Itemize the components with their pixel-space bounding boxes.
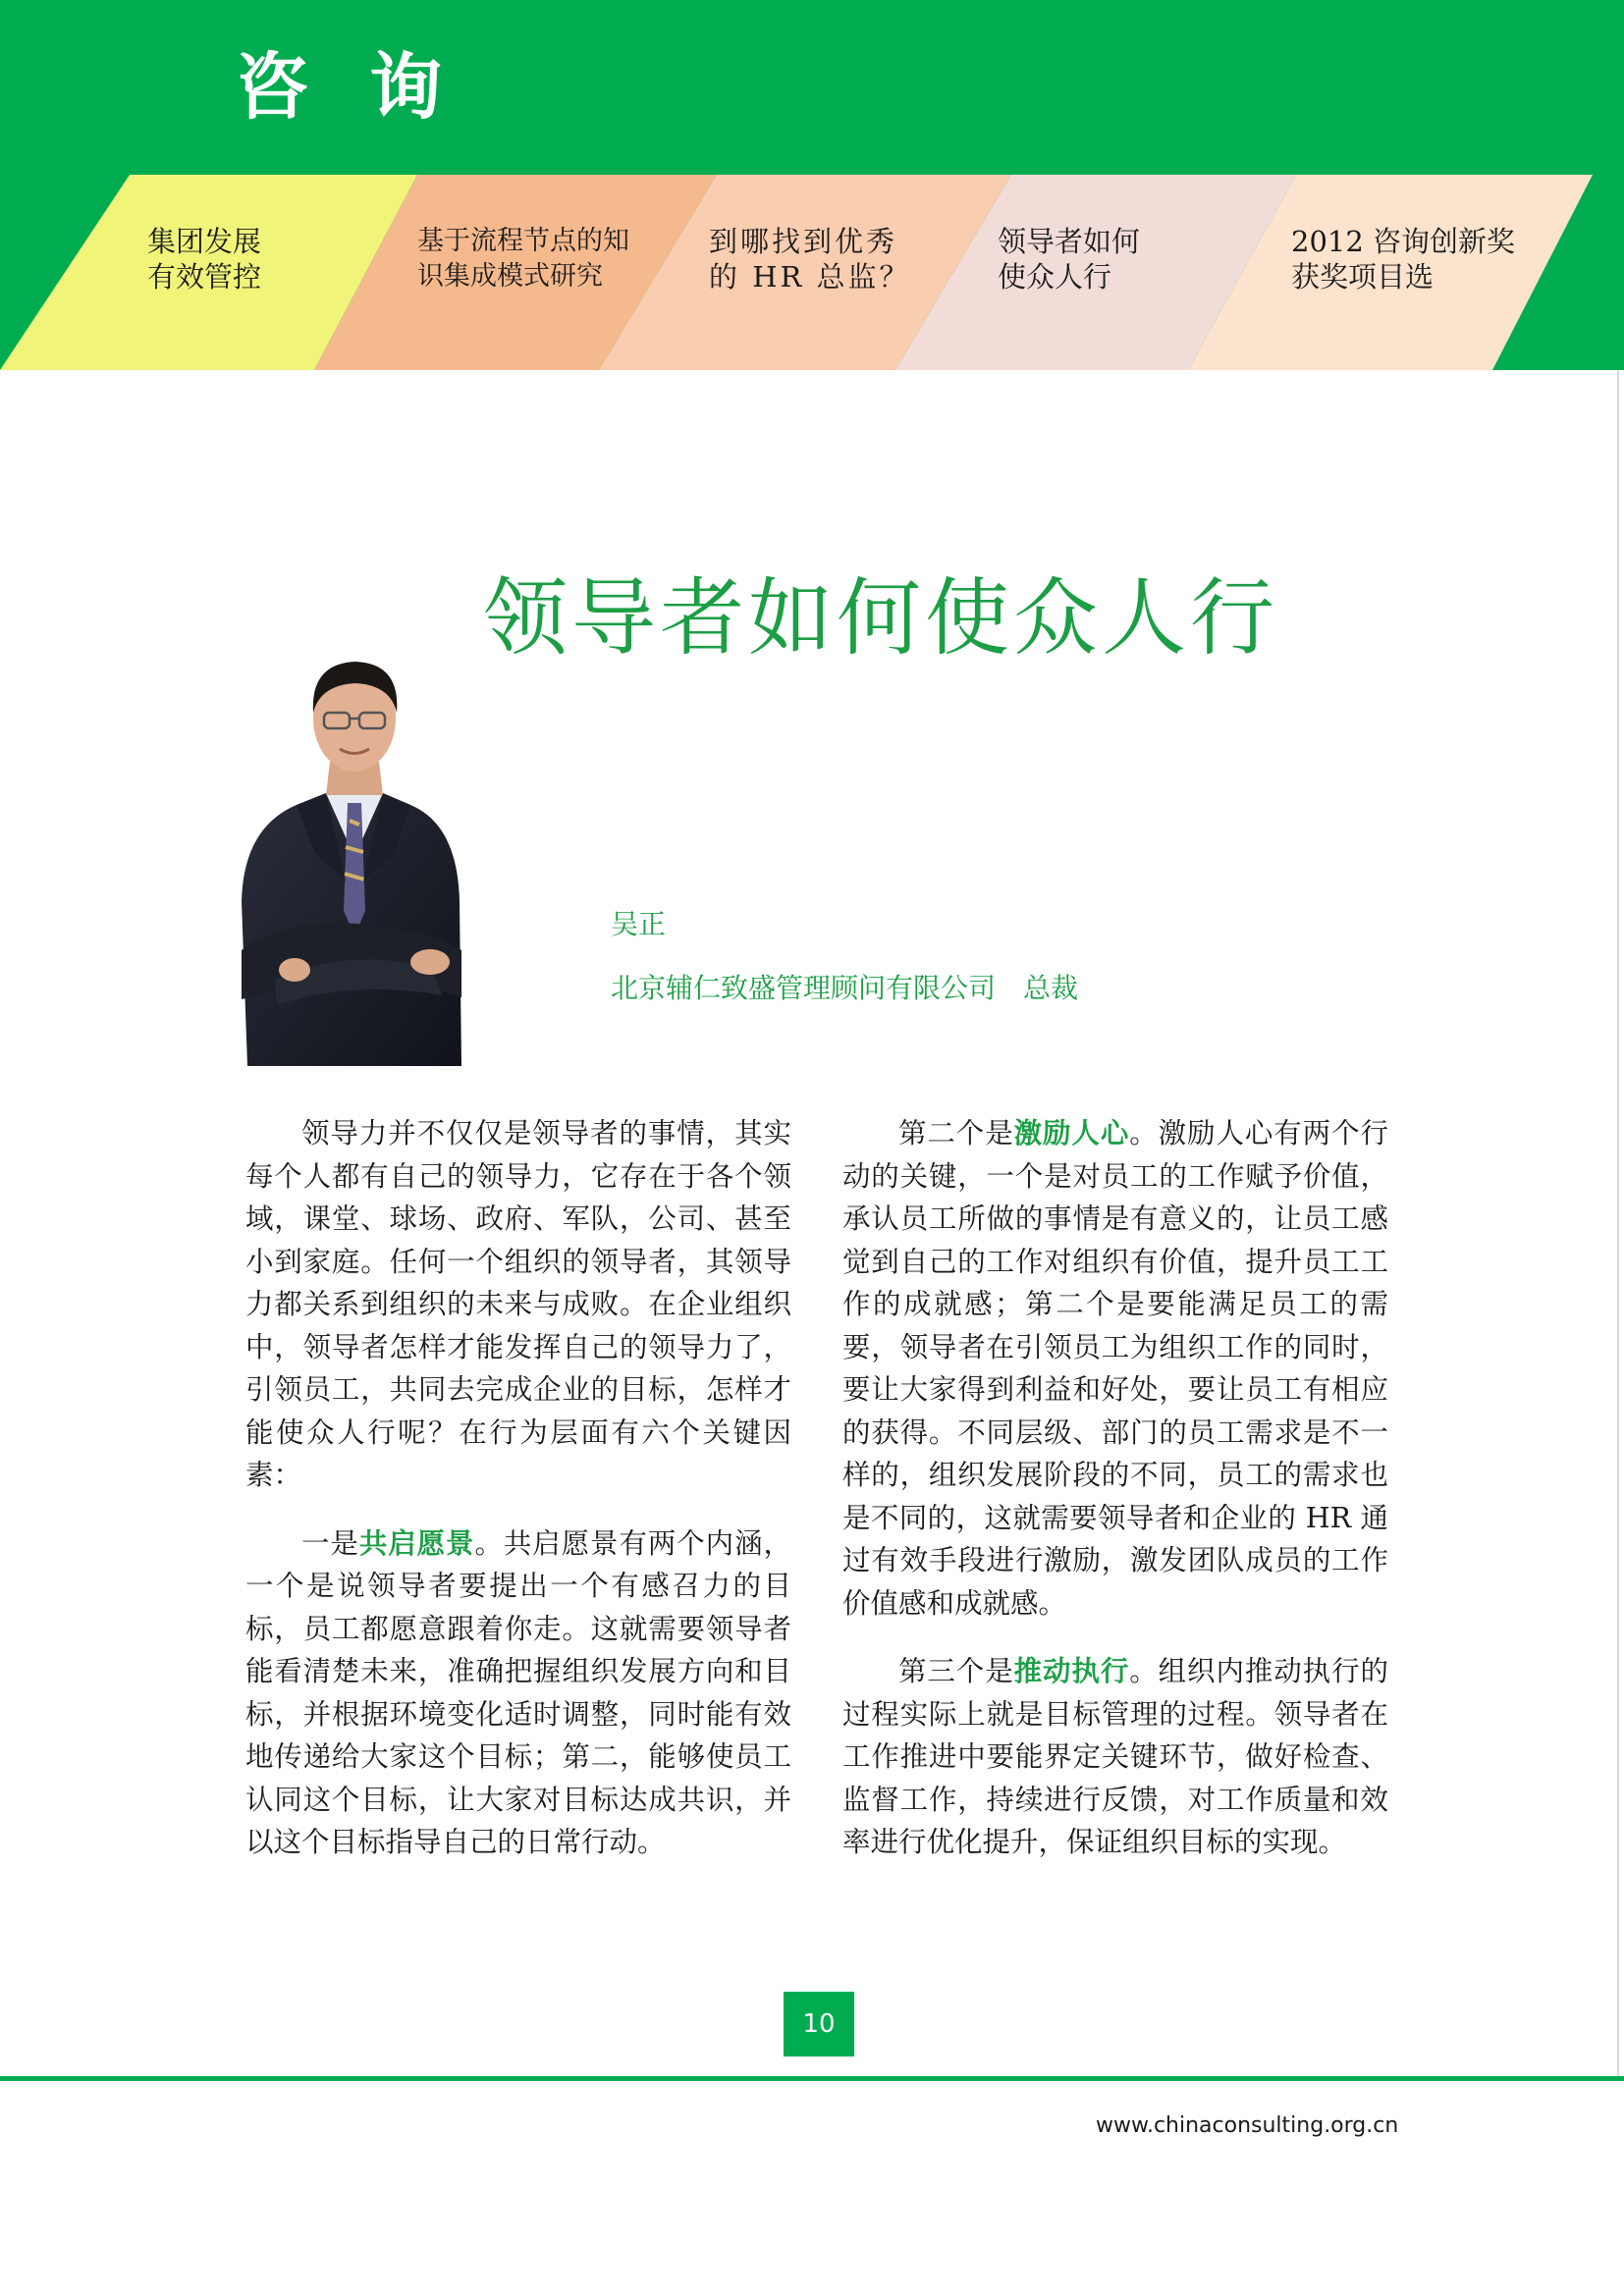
- author-portrait: [236, 656, 463, 1066]
- paragraph: [842, 1112, 1388, 1625]
- tab-1[interactable]: [147, 224, 261, 294]
- tab-4-line2: 使众人行: [998, 260, 1112, 294]
- tab-2-line2: 识集成模式研究: [417, 261, 603, 292]
- paragraph-lead: 第三个是: [898, 1655, 1014, 1687]
- paragraph: [245, 1112, 791, 1497]
- tab-5[interactable]: [1291, 224, 1515, 294]
- paragraph-text: 。组织内推动执行的过程实际上就是目标管理的过程。领导者在工作推进中要能界定关键环节，做好检查、监督工作，持续进行反馈，对工作质量和效率进行优化提升，保证组织目标的实现。: [842, 1655, 1388, 1858]
- tab-3-line1: 到哪找到优秀: [709, 225, 898, 258]
- page-number: 10: [784, 1992, 854, 2056]
- left-column: [245, 1112, 791, 1890]
- footer-rule: [0, 2076, 1624, 2081]
- paragraph-text: 。共启愿景有两个内涵，一个是说领导者要提出一个有感召力的目标，员工都愿意跟着你走。这就需要领导者能看清楚未来，准确把握组织发展方向和目标，并根据环境变化适时调整，同时能有效地传递给大家这个目标；第二，能够使员工认同这个目标，让大家对目标达成共识，并以这个目标指导自己的日常行动。: [245, 1526, 791, 1858]
- tab-2[interactable]: [417, 224, 629, 294]
- tab-1-line1: 集团发展: [147, 225, 262, 258]
- author-name: 吴正: [611, 908, 667, 940]
- tab-3-line2: 的 HR 总监？: [709, 260, 911, 294]
- paragraph-text: 。激励人心有两个行动的关键，一个是对员工的工作赋予价值，承认员工所做的事情是有意义的，让员工感觉到自己的工作对组织有价值，提升员工工作的成就感；第二个是要能满足员工的需要，领导者在引领员工为组织工作的同时，要让大家得到利益和好处，要让员工有相应的获得。不同层级、部门的员工需求是不一样的，组织发展阶段的不同，员工的需求也是不同的，这就需要领导者和企业的 HR 通过有效手段进行激励，激发团队成员的工作价值感和成就感。: [842, 1117, 1388, 1620]
- topic-tabs: [0, 175, 1624, 370]
- right-column: [842, 1112, 1388, 1890]
- key-factor-highlight: 共启愿景: [358, 1525, 475, 1560]
- key-factor-highlight: 推动执行: [1013, 1654, 1130, 1687]
- tab-2-line1: 基于流程节点的知: [417, 226, 629, 256]
- tab-3[interactable]: [709, 224, 911, 294]
- paragraph-lead: 一是: [301, 1526, 359, 1560]
- paragraph-text: 领导力并不仅仅是领导者的事情，其实每个人都有自己的领导力，它存在于各个领域，课堂、球场、政府、军队，公司、甚至小到家庭。任何一个组织的领导者，其领导力都关系到组织的未来与成败。在企业组织中，领导者怎样才能发挥自己的领导力了，引领员工，共同去完成企业的目标，怎样才能使众人行呢？在行为层面有六个关键因素：: [245, 1117, 791, 1491]
- section-title: 咨询: [236, 45, 503, 130]
- article-title: 领导者如何使众人行: [483, 569, 1278, 667]
- key-factor-highlight: 激励人心: [1013, 1116, 1130, 1149]
- paragraph: [245, 1522, 791, 1864]
- paragraph-lead: 第二个是: [898, 1117, 1014, 1149]
- tab-5-line2: 获奖项目选: [1291, 260, 1435, 294]
- header-band: [0, 0, 1624, 370]
- tab-1-line2: 有效管控: [147, 260, 262, 294]
- tab-4-line1: 领导者如何: [998, 225, 1141, 258]
- footer-url-link[interactable]: www.chinaconsulting.org.cn: [1096, 2113, 1399, 2138]
- author-organization: 北京辅仁致盛管理顾问有限公司 总裁: [611, 972, 1079, 1004]
- tab-5-line1: 2012 咨询创新奖: [1291, 225, 1516, 258]
- tab-4[interactable]: [998, 224, 1140, 294]
- paragraph: [842, 1650, 1388, 1864]
